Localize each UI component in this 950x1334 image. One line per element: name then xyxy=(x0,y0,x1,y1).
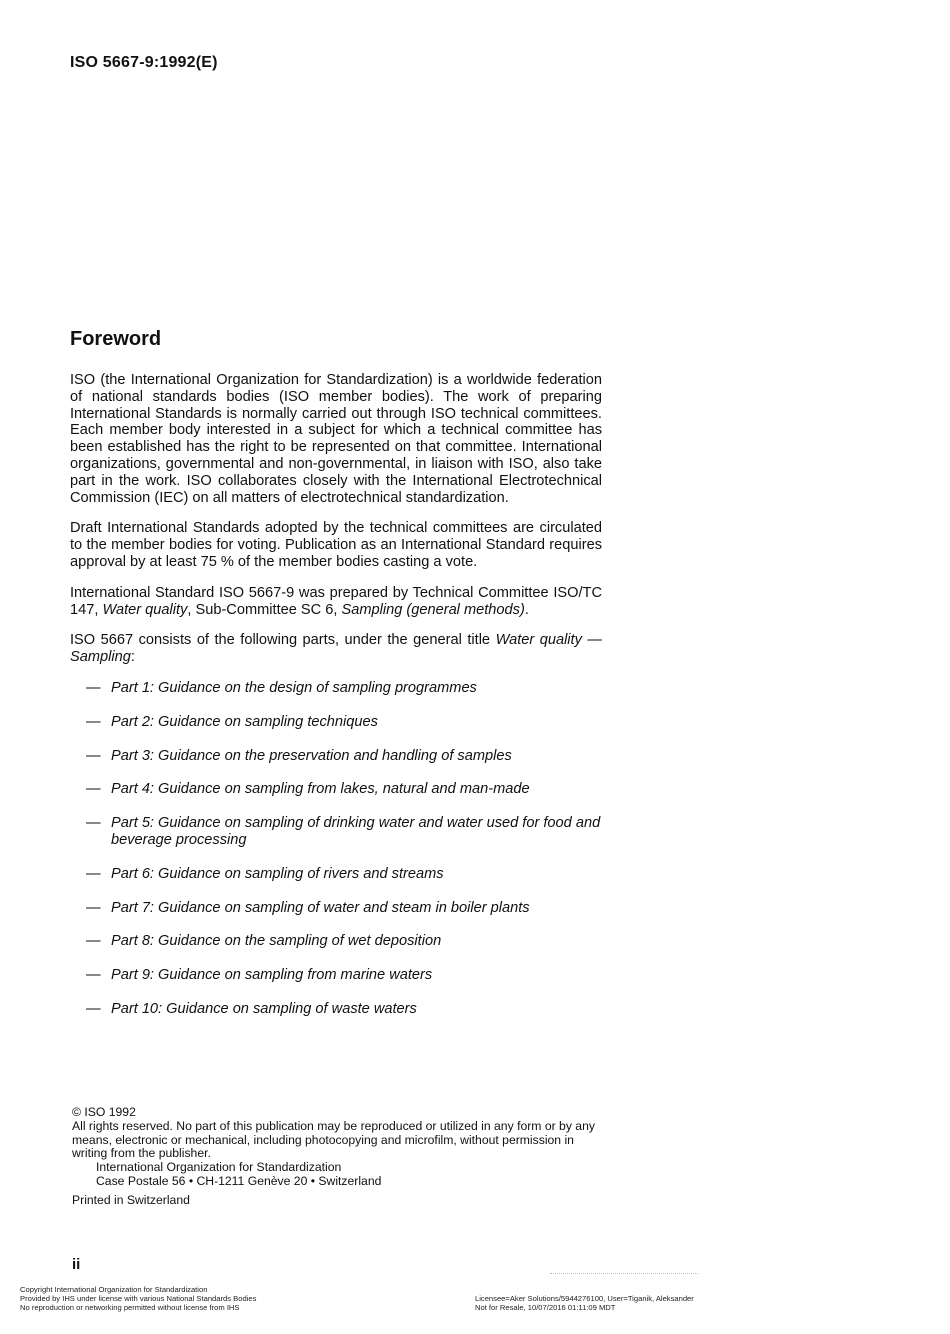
copyright-line: © ISO 1992 xyxy=(72,1105,136,1119)
dash-bullet: — xyxy=(86,713,101,730)
footer-line: Licensee=Aker Solutions/5944276100, User=Tiganik, Aleksander xyxy=(475,1294,694,1303)
foreword-body xyxy=(70,372,602,1035)
footer-line: No reproduction or networking permitted without license from IHS xyxy=(20,1303,240,1312)
footer-left xyxy=(20,1285,256,1312)
p3-text-a: International Standard ISO 5667-9 was prepared by Technical Committee ISO/TC 147, xyxy=(70,584,602,618)
dash-bullet: — xyxy=(86,679,101,696)
list-item xyxy=(70,680,602,697)
p4-text-a: ISO 5667 consists of the following parts, under the general title xyxy=(70,632,496,649)
printed-in: Printed in Switzerland xyxy=(72,1192,190,1207)
list-item xyxy=(70,714,602,731)
list-item-text: Part 2: Guidance on sampling techniques xyxy=(111,713,378,730)
list-item-text: Part 9: Guidance on sampling from marine waters xyxy=(111,967,433,984)
organization-address: Case Postale 56 • CH-1211 Genève 20 • Switzerland xyxy=(96,1173,382,1188)
list-item-text: Part 10: Guidance on sampling of waste waters xyxy=(111,1000,417,1017)
dash-bullet: — xyxy=(86,747,101,764)
p3-text-c: , Sub-Committee SC 6, xyxy=(187,601,342,618)
list-item-text: Part 7: Guidance on sampling of water and steam in boiler plants xyxy=(111,899,530,916)
p3-subcommittee-title: Sampling (general methods) xyxy=(341,601,525,618)
list-item-text: Part 4: Guidance on sampling from lakes, natural and man-made xyxy=(111,781,530,798)
list-item-text: Part 3: Guidance on the preservation and handling of samples xyxy=(111,747,512,764)
dash-bullet: — xyxy=(86,967,101,984)
copyright-block xyxy=(72,1106,612,1208)
list-item-text: Part 1: Guidance on the design of sampling programmes xyxy=(111,679,477,696)
list-item xyxy=(70,900,602,917)
rights-statement: All rights reserved. No part of this publication may be reproduced or utilized in any form or by any means, electronic or mechanical, including photocopying and microfilm, without permission in writing from the publisher. xyxy=(72,1118,595,1161)
paragraph-4 xyxy=(70,632,602,666)
p3-text-e: . xyxy=(524,601,529,618)
section-title: Foreword xyxy=(70,328,162,350)
dash-bullet: — xyxy=(86,1000,101,1017)
list-item xyxy=(70,933,602,950)
p4-text-c: : xyxy=(130,649,135,666)
list-item xyxy=(70,781,602,798)
dash-bullet: — xyxy=(86,899,101,916)
list-item xyxy=(70,967,602,984)
page-number: ii xyxy=(72,1256,81,1273)
p3-committee-title: Water quality xyxy=(102,601,188,618)
paragraph-2: Draft International Standards adopted by the technical committees are circulated to the member bodies for voting. Publication as an International Standard requires approval by at least 75 % of the member bodies casting a vote. xyxy=(70,520,602,570)
p4-general-title: Water quality — Sampling xyxy=(70,632,602,666)
list-item-text: Part 5: Guidance on sampling of drinking water and water used for food and beverage processing xyxy=(111,815,601,848)
dash-bullet: — xyxy=(86,815,101,832)
list-item xyxy=(70,1001,602,1018)
list-item-text: Part 6: Guidance on sampling of rivers and streams xyxy=(111,865,444,882)
paragraph-1: ISO (the International Organization for Standardization) is a worldwide federation of national standards bodies (ISO member bodies). The work of preparing International Standards is normally carried out through ISO technical committees. Each member body interested in a subject for which a technical committee has been established has the right to be represented on that committee. International organizations, governmental and non-governmental, in liaison with ISO, also take part in the work. ISO collaborates closely with the International Electrotechnical Commission (IEC) on all matters of electrotechnical standardization. xyxy=(70,372,602,506)
divider xyxy=(550,1273,698,1274)
footer-line: Provided by IHS under license with various National Standards Bodies xyxy=(20,1294,257,1303)
dash-bullet: — xyxy=(86,865,101,882)
list-item xyxy=(70,866,602,883)
list-item-text: Part 8: Guidance on the sampling of wet deposition xyxy=(111,933,442,950)
dash-bullet: — xyxy=(86,781,101,798)
list-item xyxy=(70,748,602,765)
document-id-header: ISO 5667-9:1992(E) xyxy=(70,54,218,71)
footer-line: Not for Resale, 10/07/2016 01:11:09 MDT xyxy=(475,1303,616,1312)
list-item xyxy=(70,815,602,849)
footer-right xyxy=(475,1294,694,1312)
footer-line: Copyright International Organization for Standardization xyxy=(20,1285,208,1294)
parts-list xyxy=(70,680,602,1018)
paragraph-3 xyxy=(70,585,602,619)
dash-bullet: — xyxy=(86,933,101,950)
organization-name: International Organization for Standardization xyxy=(96,1160,342,1175)
